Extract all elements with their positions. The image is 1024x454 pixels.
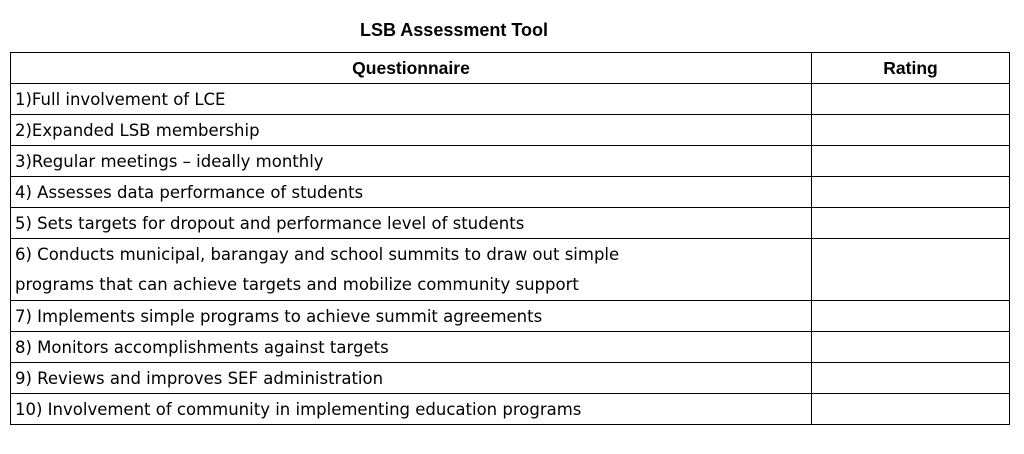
table-row <box>11 332 1010 363</box>
table-row <box>11 301 1010 332</box>
table-row <box>11 394 1010 425</box>
rating-cell[interactable] <box>812 177 1010 208</box>
question-cell: 7) Implements simple programs to achieve summit agreements <box>11 301 812 332</box>
rating-cell[interactable] <box>812 208 1010 239</box>
document-title: LSB Assessment Tool <box>359 20 549 40</box>
table-row <box>11 270 1010 301</box>
rating-header: Rating <box>812 53 1010 84</box>
rating-cell[interactable] <box>812 394 1010 425</box>
rating-cell[interactable] <box>812 84 1010 115</box>
rating-cell[interactable] <box>812 115 1010 146</box>
assessment-table <box>10 52 1010 425</box>
rating-cell[interactable] <box>812 270 1010 301</box>
question-cell-continuation: programs that can achieve targets and mobilize community support <box>11 270 812 301</box>
rating-cell[interactable] <box>812 239 1010 270</box>
question-cell: 6) Conducts municipal, barangay and school summits to draw out simple <box>11 239 812 270</box>
table-row <box>11 84 1010 115</box>
table-row <box>11 363 1010 394</box>
question-cell: 3)Regular meetings – ideally monthly <box>11 146 812 177</box>
table-row <box>11 177 1010 208</box>
question-cell: 9) Reviews and improves SEF administration <box>11 363 812 394</box>
rating-cell[interactable] <box>812 332 1010 363</box>
question-cell: 4) Assesses data performance of students <box>11 177 812 208</box>
rating-cell[interactable] <box>812 301 1010 332</box>
table-row <box>11 239 1010 270</box>
table-row <box>11 115 1010 146</box>
question-cell: 2)Expanded LSB membership <box>11 115 812 146</box>
question-cell: 10) Involvement of community in implementing education programs <box>11 394 812 425</box>
rating-cell[interactable] <box>812 363 1010 394</box>
table-row <box>11 208 1010 239</box>
question-cell: 1)Full involvement of LCE <box>11 84 812 115</box>
table-row <box>11 146 1010 177</box>
rating-cell[interactable] <box>812 146 1010 177</box>
question-cell: 8) Monitors accomplishments against targets <box>11 332 812 363</box>
table-header-row <box>11 53 1010 84</box>
questionnaire-header: Questionnaire <box>11 53 812 84</box>
question-cell: 5) Sets targets for dropout and performance level of students <box>11 208 812 239</box>
